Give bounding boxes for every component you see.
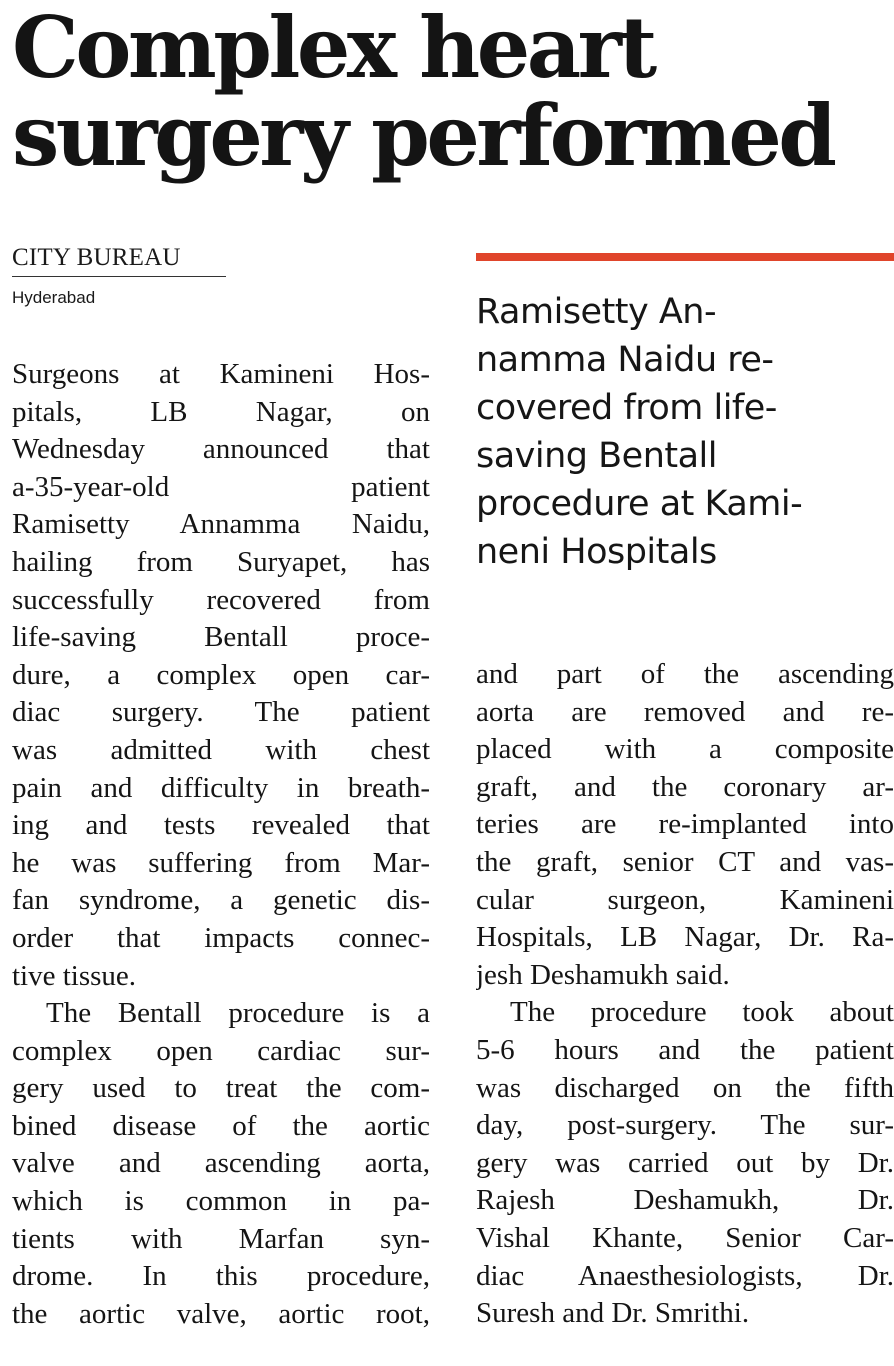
body-line: and part of the ascending — [476, 658, 894, 690]
body-line: tients with Marfan syn- — [12, 1222, 430, 1255]
body-line: Suresh and Dr. Smrithi. — [476, 1297, 750, 1330]
body-line: complex open cardiac sur- — [12, 1034, 430, 1067]
pull-quote-line: procedure at Kami- — [476, 484, 803, 524]
body-line: graft, and the coronary ar- — [476, 770, 894, 803]
pull-quote-line: namma Naidu re- — [476, 340, 774, 380]
body-line: valve and ascending aorta, — [12, 1147, 430, 1180]
body-column-right — [476, 656, 894, 1333]
body-line: jesh Deshamukh said. — [476, 958, 730, 991]
headline — [12, 0, 882, 185]
body-line: tive tissue. — [12, 959, 137, 992]
body-line: The Bentall procedure is a — [46, 997, 430, 1030]
body-line: diac Anaesthesiologists, Dr. — [476, 1259, 894, 1292]
body-line: hailing from Suryapet, has — [12, 545, 430, 578]
body-line: The procedure took about — [510, 996, 894, 1029]
body-line: Surgeons at Kamineni Hos- — [12, 358, 430, 390]
pull-quote-line: covered from life- — [476, 388, 777, 428]
body-line: aorta are removed and re- — [476, 695, 894, 728]
body-line: Hospitals, LB Nagar, Dr. Ra- — [476, 921, 894, 954]
body-line: pitals, LB Nagar, on — [12, 395, 430, 428]
body-line: was admitted with chest — [12, 733, 430, 766]
body-line: Ramisetty Annamma Naidu, — [12, 508, 430, 541]
body-line: the graft, senior CT and vas- — [476, 845, 894, 878]
body-line: Rajesh Deshamukh, Dr. — [476, 1184, 894, 1217]
byline: CITY BUREAU — [12, 242, 226, 277]
body-column-left — [12, 356, 430, 1333]
body-line: drome. In this procedure, — [12, 1260, 430, 1293]
body-line: 5-6 hours and the patient — [476, 1033, 894, 1066]
body-line: successfully recovered from — [12, 583, 430, 616]
body-line: cular surgeon, Kamineni — [476, 883, 894, 916]
body-line: day, post-surgery. The sur- — [476, 1109, 894, 1142]
headline-line-1: Complex heart — [12, 0, 654, 97]
body-line: ing and tests revealed that — [12, 809, 430, 842]
body-line: he was suffering from Mar- — [12, 846, 430, 879]
body-line: gery used to treat the com- — [12, 1072, 430, 1105]
body-line: dure, a complex open car- — [12, 658, 430, 691]
body-line: Vishal Khante, Senior Car- — [476, 1221, 894, 1254]
body-line: a-35-year-old patient — [12, 470, 430, 503]
dateline: Hyderabad — [12, 288, 96, 307]
body-line: teries are re-implanted into — [476, 808, 894, 841]
pull-quote — [476, 288, 894, 576]
body-line: bined disease of the aortic — [12, 1109, 430, 1142]
body-line: life-saving Bentall proce- — [12, 621, 430, 654]
body-line: pain and difficulty in breath- — [12, 771, 430, 804]
headline-line-2: surgery performed — [12, 86, 834, 185]
pull-quote-line: Ramisetty An- — [476, 292, 717, 332]
accent-rule — [476, 253, 894, 261]
body-line: gery was carried out by Dr. — [476, 1146, 894, 1179]
pull-quote-line: saving Bentall — [476, 436, 717, 476]
body-line: which is common in pa- — [12, 1185, 430, 1218]
pull-quote-line: neni Hospitals — [476, 532, 717, 572]
body-line: diac surgery. The patient — [12, 696, 430, 729]
body-line: was discharged on the fifth — [476, 1071, 894, 1104]
body-line: placed with a composite — [476, 733, 894, 766]
body-line: fan syndrome, a genetic dis- — [12, 884, 430, 917]
body-line: the aortic valve, aortic root, — [12, 1297, 430, 1330]
body-line: Wednesday announced that — [12, 433, 430, 466]
body-line: order that impacts connec- — [12, 921, 430, 954]
